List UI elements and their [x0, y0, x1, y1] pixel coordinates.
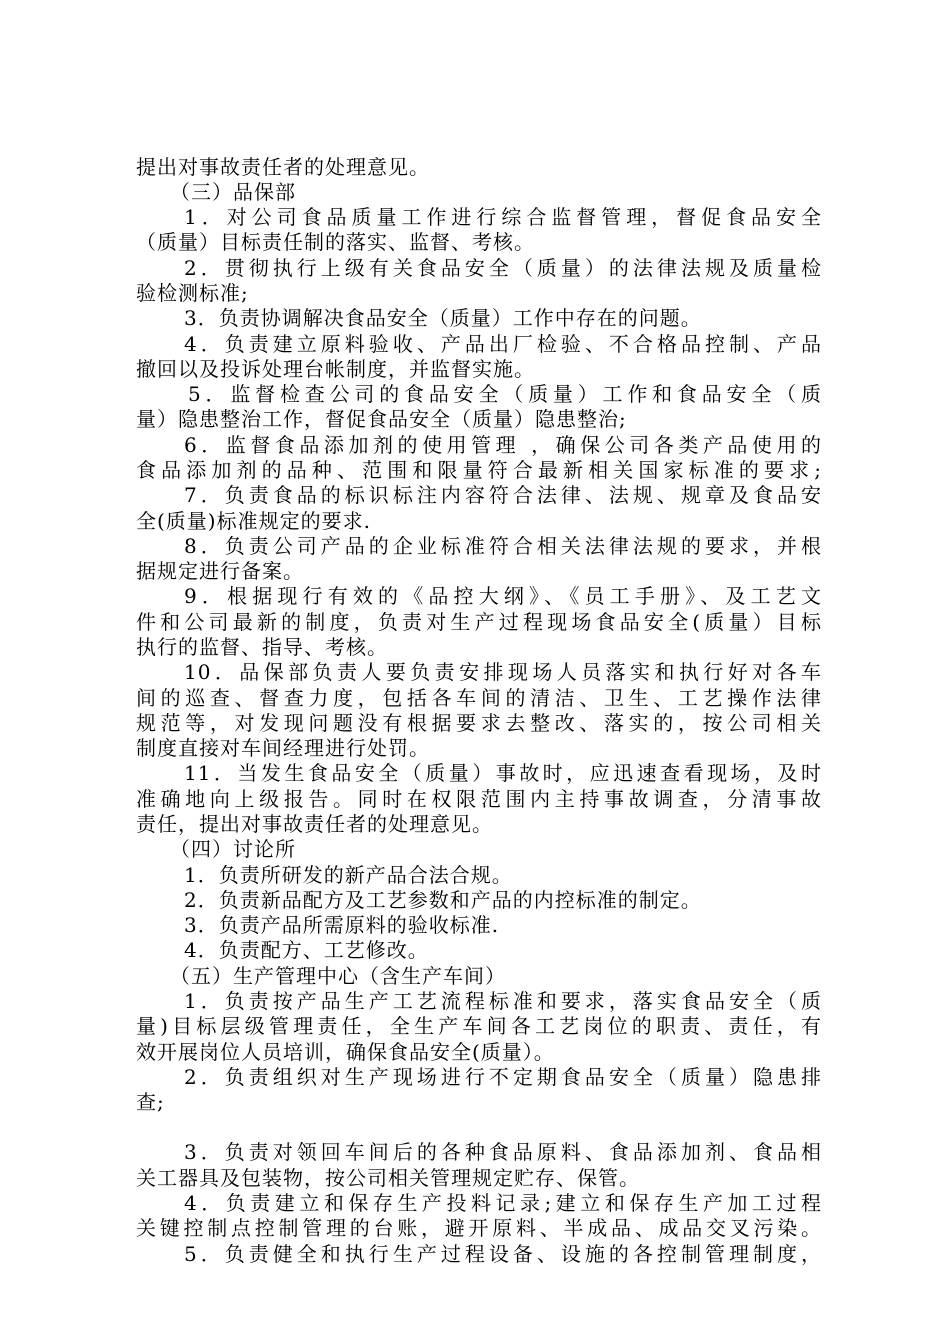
text-line: 件和公司最新的制度，负责对生产过程现场食品安全(质量）目标 — [136, 610, 822, 634]
text-line: 3．负责产品所需原料的验收标准. — [184, 913, 500, 937]
text-line: 8．负责公司产品的企业标准符合相关法律法规的要求，并根 — [184, 534, 822, 558]
text-line: 间的巡查、督查力度，包括各车间的清洁、卫生、工艺操作法律 — [136, 686, 822, 710]
text-line: 2．负责组织对生产现场进行不定期食品安全（质量）隐患排 — [184, 1065, 822, 1089]
text-line: 4．负责配方、工艺修改。 — [184, 938, 429, 962]
text-line: 查; — [136, 1090, 165, 1114]
text-line: 量)目标层级管理责任，全生产车间各工艺岗位的职责、责任，有 — [136, 1014, 822, 1038]
text-line: 4．负责建立原料验收、产品出厂检验、不合格品控制、产品 — [184, 332, 822, 356]
text-line: 制度直接对车间经理进行处罚。 — [136, 736, 430, 760]
text-line: 量）隐患整治工作，督促食品安全（质量）隐患整治; — [136, 407, 627, 431]
text-line: 6．监督食品添加剂的使用管理 ，确保公司各类产品使用的 — [184, 433, 822, 457]
text-line: 1．负责按产品生产工艺流程标准和要求，落实食品安全（质 — [184, 989, 822, 1013]
text-line: 食品添加剂的品种、范围和限量符合最新相关国家标准的要求; — [136, 458, 822, 482]
text-line: 4．负责建立和保存生产投料记录;建立和保存生产加工过程 — [184, 1191, 822, 1215]
text-line: 7．负责食品的标识标注内容符合法律、法规、规章及食品安 — [184, 483, 822, 507]
text-line: 10．品保部负责人要负责安排现场人员落实和执行好对各车 — [184, 660, 822, 684]
text-line: 1．负责所研发的新产品合法合规。 — [184, 863, 513, 887]
text-line: 撤回以及投诉处理台帐制度，并监督实施。 — [136, 357, 535, 381]
text-line: 5．监督检查公司的食品安全（质量）工作和食品安全（质 — [188, 382, 822, 406]
text-line: 准确地向上级报告。同时在权限范围内主持事故调查，分清事故 — [136, 787, 822, 811]
section-heading: （三）品保部 — [170, 180, 296, 204]
text-line: 据规定进行备案。 — [136, 559, 304, 583]
section-heading: （四）讨论所 — [170, 837, 296, 861]
text-line: 1．对公司食品质量工作进行综合监督管理，督促食品安全 — [184, 205, 822, 229]
section-heading: （五）生产管理中心（含生产车间） — [170, 964, 506, 988]
text-line: 规范等，对发现问题没有根据要求去整改、落实的，按公司相关 — [136, 711, 822, 735]
text-line: 关工器具及包装物，按公司相关管理规定贮存、保管。 — [136, 1166, 640, 1190]
text-line: 3．负责协调解决食品安全（质量）工作中存在的问题。 — [184, 306, 702, 330]
text-line: 验检测标准; — [136, 281, 249, 305]
text-line: 关键控制点控制管理的台账，避开原料、半成品、成品交叉污染。 — [136, 1216, 822, 1240]
text-line: 提出对事故责任者的处理意见。 — [136, 155, 430, 179]
text-line: 2．贯彻执行上级有关食品安全（质量）的法律法规及质量检 — [184, 256, 822, 280]
text-line: 11．当发生食品安全（质量）事故时，应迅速查看现场，及时 — [184, 761, 822, 785]
text-line: 执行的监督、指导、考核。 — [136, 635, 388, 659]
text-line: 9．根据现行有效的《品控大纲》、《员工手册》、及工艺文 — [184, 584, 822, 608]
text-line: 效开展岗位人员培训，确保食品安全(质量）。 — [136, 1040, 555, 1064]
text-line: 2．负责新品配方及工艺参数和产品的内控标准的制定。 — [184, 888, 702, 912]
text-line: 全(质量)标准规定的要求. — [136, 509, 371, 533]
text-line: 5．负责健全和执行生产过程设备、设施的各控制管理制度， — [184, 1242, 822, 1266]
text-line: 责任，提出对事故责任者的处理意见。 — [136, 812, 493, 836]
text-line: （质量）目标责任制的落实、监督、考核。 — [136, 230, 535, 254]
text-line: 3．负责对领回车间后的各种食品原料、食品添加剂、食品相 — [184, 1140, 822, 1164]
